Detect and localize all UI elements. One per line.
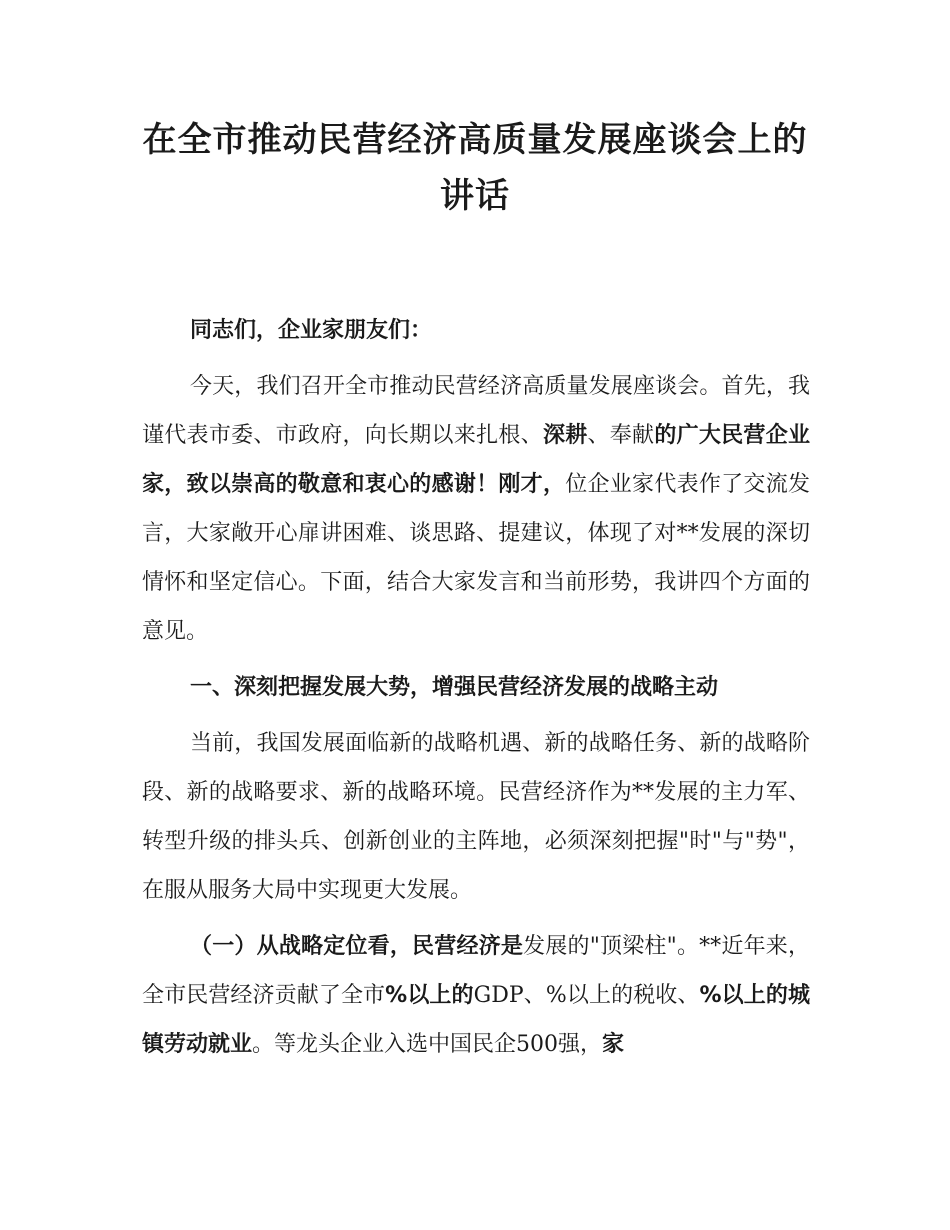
paragraph-intro: [142, 362, 810, 656]
intro-text-b: 深耕: [542, 423, 588, 448]
title-line-2: 讲话: [440, 176, 510, 216]
greeting: 同志们，企业家朋友们：: [190, 318, 433, 343]
title-line-1: 在全市推动民营经济高质量发展座谈会上的: [142, 120, 808, 160]
document-body: [142, 306, 810, 1076]
intro-text-a: 今天，我们召开全市推动民营经济高质量发展座谈会。首先，我谨代表市委、市政府，向长期以来扎根、: [142, 374, 810, 448]
intro-text-c: 、奉献: [587, 423, 655, 448]
subsection-1-text-b: 发展的"顶梁柱"。**近年来，全市民营经济贡献了全市: [142, 934, 810, 1008]
section-heading-1: 一、深刻把握发展大势，增强民营经济发展的战略主动: [190, 675, 719, 700]
subsection-1-heading: （一）从战略定位看，民营经济是: [190, 934, 524, 959]
subsection-1-text-g: 家: [602, 1032, 625, 1057]
document-title: [120, 112, 830, 224]
paragraph-subsection-1: [142, 922, 810, 1069]
subsection-1-text-c: %以上的: [385, 983, 474, 1008]
intro-text-e: 位企业家代表作了交流发言，大家敞开心扉讲困难、谈思路、提建议，体现了对**发展的深切情怀和坚定信心。下面，结合大家发言和当前形势，我讲四个方面的意见。: [142, 472, 810, 644]
subsection-1-text-d: GDP、%以上的税收、: [473, 983, 700, 1008]
subsection-1-text-f: 。等龙头企业入选中国民企500强，: [252, 1032, 603, 1057]
intro-text-d: 的广大民营企业家，致以崇高的敬意和衷心的感谢！刚才，: [142, 423, 810, 497]
paragraph-situation: 当前，我国发展面临新的战略机遇、新的战略任务、新的战略阶段、新的战略要求、新的战略环境。民营经济作为**发展的主力军、转型升级的排头兵、创新创业的主阵地，必须深刻把握"时"与"势"，在服从服务大局中实现更大发展。: [142, 731, 810, 903]
subsection-1-text-e: %以上的城镇劳动就业: [142, 983, 810, 1057]
